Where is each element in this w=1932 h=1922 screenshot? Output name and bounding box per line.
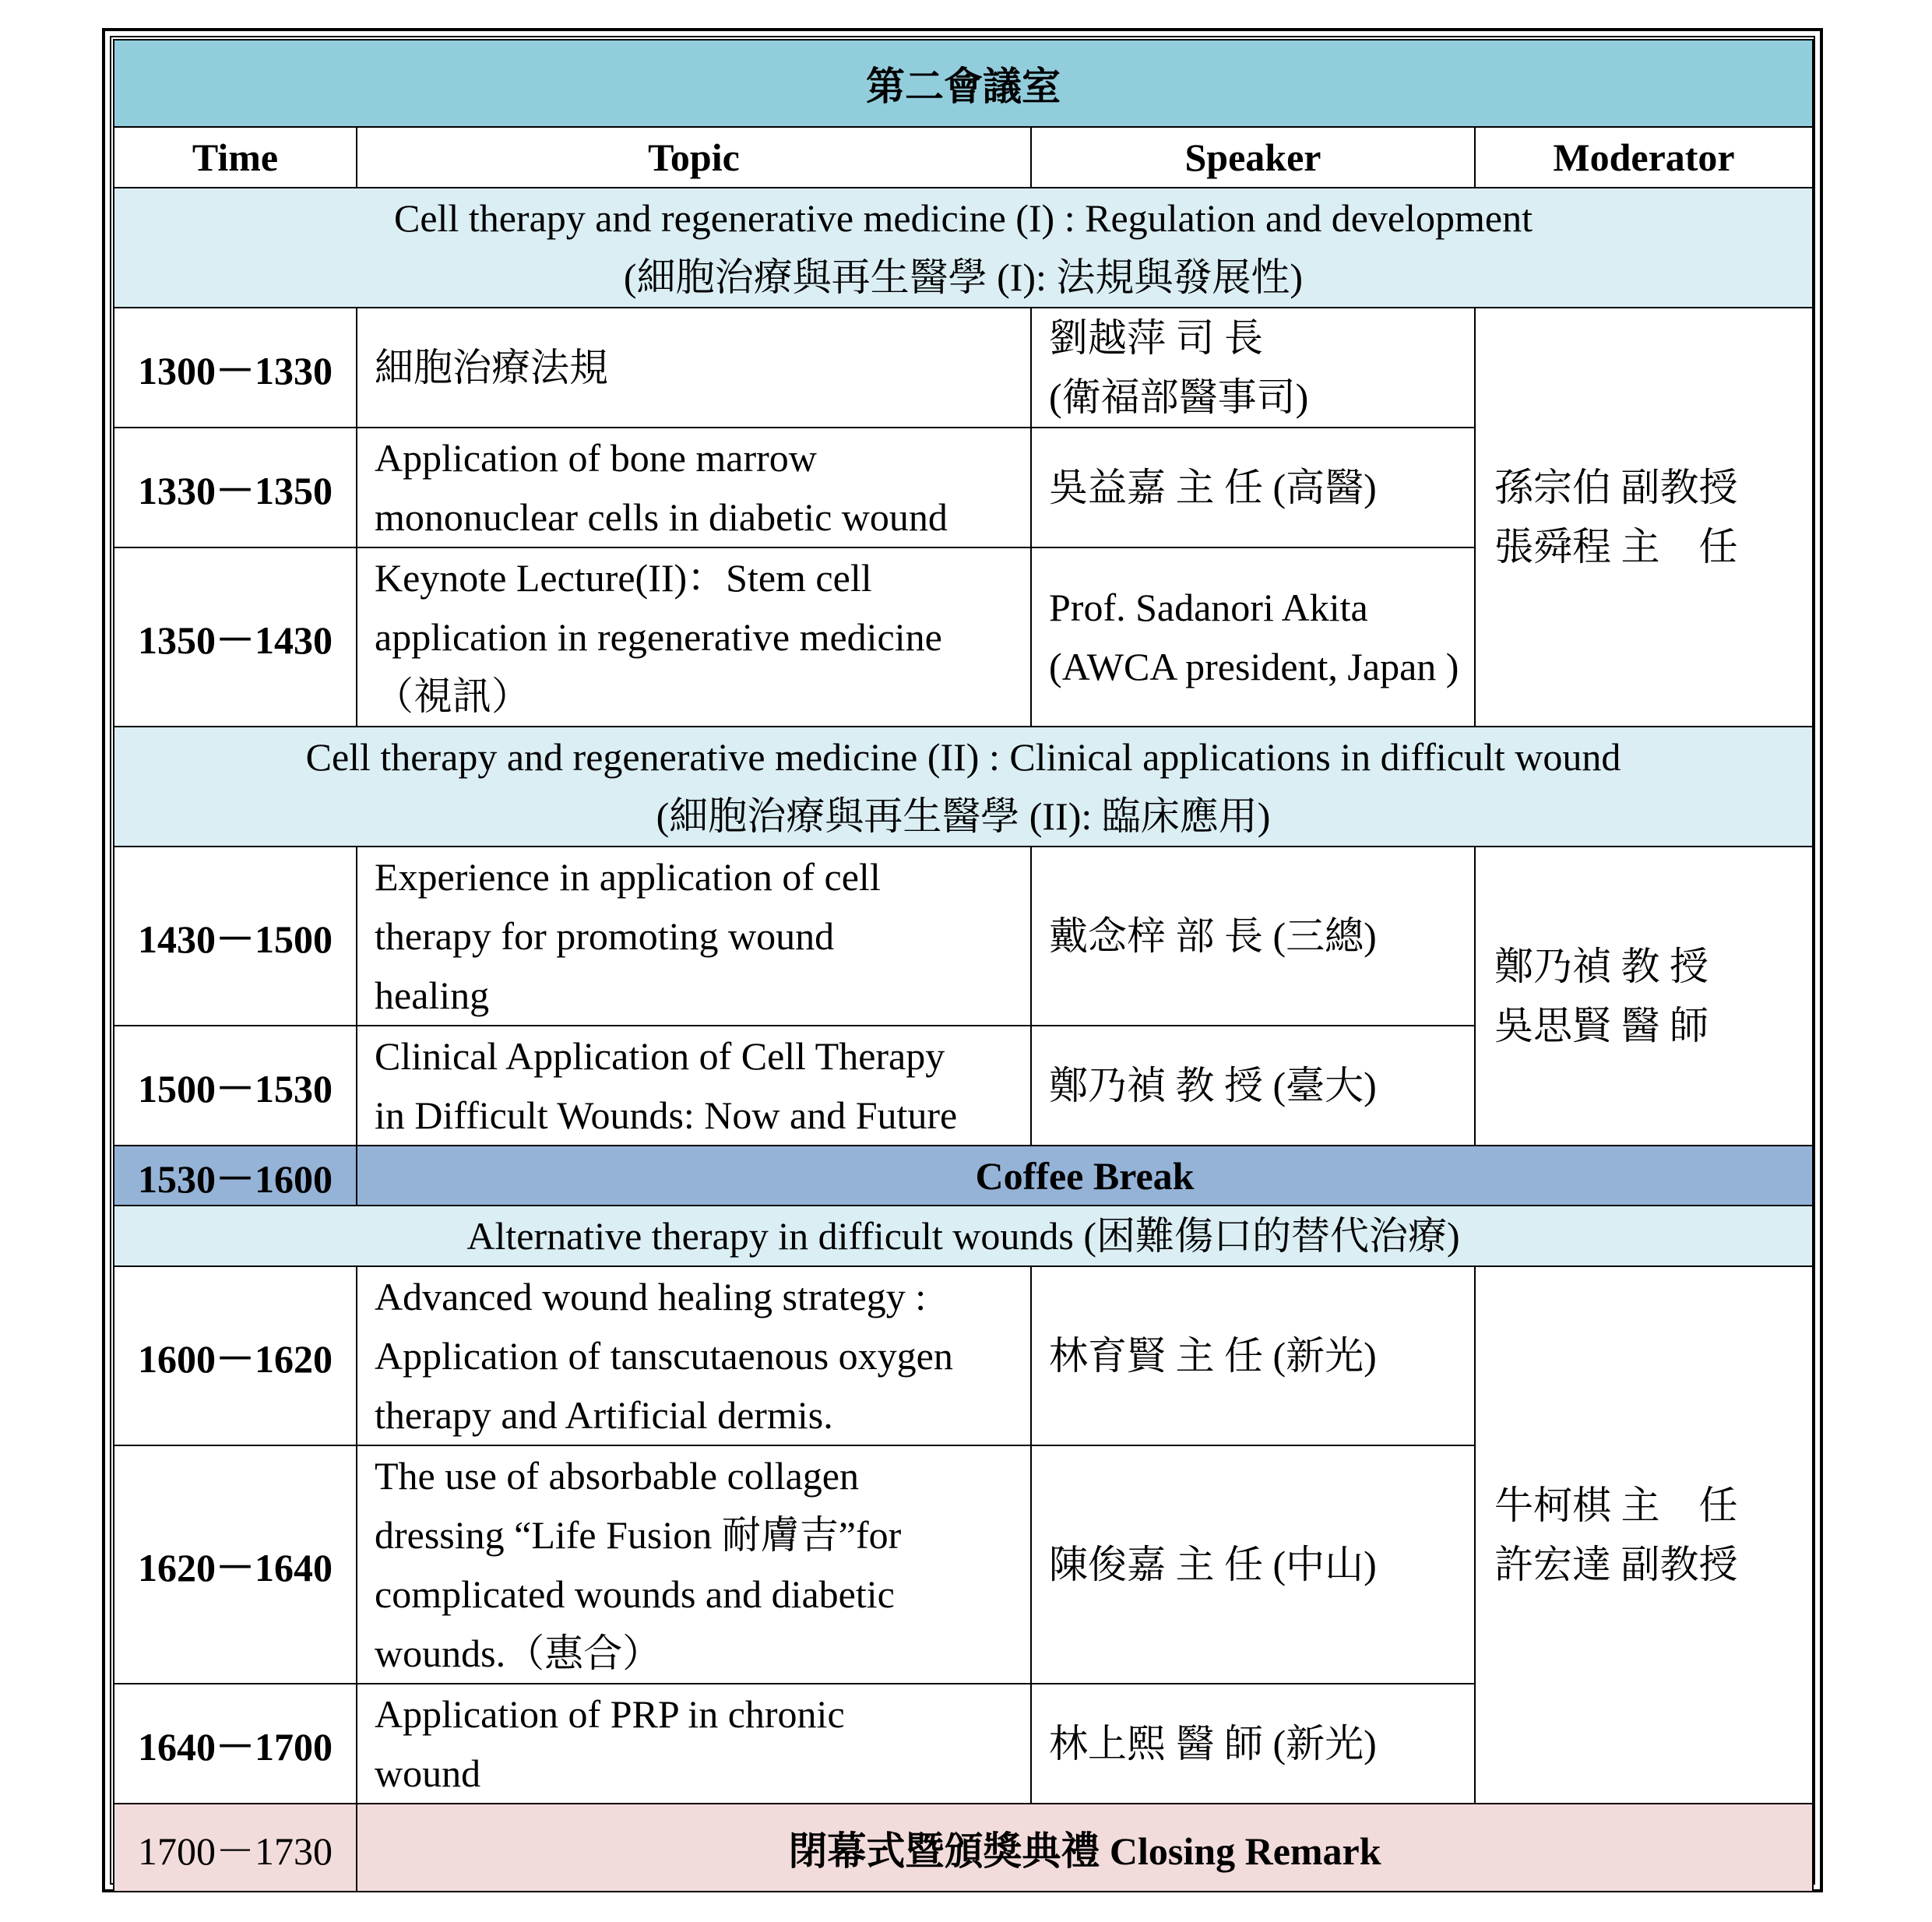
speaker-line: 陳俊嘉 主 任 (中山) xyxy=(1049,1543,1377,1586)
speaker-cell xyxy=(1031,428,1475,547)
topic-line: therapy and Artificial dermis. xyxy=(375,1393,833,1437)
topic-line: wounds.（惠合） xyxy=(375,1632,662,1675)
topic-line: Application of tanscutaenous oxygen xyxy=(375,1334,953,1378)
moderator-line: 張舜程 主 任 xyxy=(1494,525,1738,569)
session-title-zh: (細胞治療與再生醫學 (II): 臨床應用) xyxy=(656,794,1271,838)
closing-label: 閉幕式暨頒獎典禮 Closing Remark xyxy=(357,1804,1813,1892)
speaker-line: 戴念梓 部 長 (三總) xyxy=(1049,914,1377,958)
speaker-line: 吳益嘉 主 任 (高醫) xyxy=(1049,466,1377,509)
topic-cell xyxy=(357,547,1031,727)
time-cell: 1600－1620 xyxy=(114,1266,357,1445)
speaker-line: 鄭乃禎 教 授 (臺大) xyxy=(1049,1064,1377,1107)
header-topic: Topic xyxy=(357,127,1031,188)
moderator-line: 牛柯棋 主 任 xyxy=(1494,1484,1738,1527)
time-cell: 1430－1500 xyxy=(114,847,357,1026)
topic-line: mononuclear cells in diabetic wound xyxy=(375,495,948,539)
time-cell: 1330－1350 xyxy=(114,428,357,547)
header-time: Time xyxy=(114,127,357,188)
speaker-line: (AWCA president, Japan ) xyxy=(1049,645,1459,688)
table-row xyxy=(114,308,1813,428)
topic-line: Experience in application of cell xyxy=(375,855,881,899)
moderator-cell xyxy=(1475,308,1813,727)
speaker-cell xyxy=(1031,1026,1475,1146)
schedule-table xyxy=(113,39,1814,1892)
moderator-line: 孫宗伯 副教授 xyxy=(1494,466,1738,509)
table-row xyxy=(114,847,1813,1026)
session-title: Alternative therapy in difficult wounds (困難傷口的替代治療) xyxy=(466,1214,1460,1258)
topic-line: The use of absorbable collagen xyxy=(375,1454,859,1498)
time-cell: 1300－1330 xyxy=(114,308,357,428)
speaker-line: Prof. Sadanori Akita xyxy=(1049,586,1368,629)
time-cell: 1620－1640 xyxy=(114,1445,357,1684)
session-title-en: Cell therapy and regenerative medicine (I) : Regulation and development xyxy=(394,196,1533,240)
topic-line: 細胞治療法規 xyxy=(375,346,608,389)
session-heading xyxy=(114,727,1813,847)
topic-line: complicated wounds and diabetic xyxy=(375,1572,895,1616)
speaker-cell xyxy=(1031,308,1475,428)
moderator-line: 許宏達 副教授 xyxy=(1494,1543,1738,1586)
speaker-cell xyxy=(1031,1266,1475,1445)
coffee-break-row xyxy=(114,1146,1813,1206)
coffee-break-label: Coffee Break xyxy=(357,1146,1813,1206)
topic-line: healing xyxy=(375,973,490,1017)
session-title-zh: (細胞治療與再生醫學 (I): 法規與發展性) xyxy=(623,255,1304,299)
speaker-cell xyxy=(1031,1684,1475,1804)
moderator-line: 吳思賢 醫 師 xyxy=(1494,1004,1709,1047)
topic-line: therapy for promoting wound xyxy=(375,914,835,958)
time-cell: 1350－1430 xyxy=(114,547,357,727)
topic-line: Keynote Lecture(II)：Stem cell xyxy=(375,556,872,600)
moderator-line: 鄭乃禎 教 授 xyxy=(1494,945,1709,988)
topic-cell xyxy=(357,1026,1031,1146)
speaker-line: (衛福部醫事司) xyxy=(1049,375,1309,419)
topic-line: （視訊） xyxy=(375,674,530,718)
topic-cell xyxy=(357,1445,1031,1684)
time-cell: 1530－1600 xyxy=(114,1146,357,1206)
closing-row xyxy=(114,1804,1813,1892)
header-speaker: Speaker xyxy=(1031,127,1475,188)
time-cell: 1700－1730 xyxy=(114,1804,357,1892)
speaker-cell xyxy=(1031,1445,1475,1684)
session-heading xyxy=(114,188,1813,308)
topic-line: in Difficult Wounds: Now and Future xyxy=(375,1093,958,1137)
topic-cell xyxy=(357,847,1031,1026)
topic-cell xyxy=(357,1684,1031,1804)
table-row xyxy=(114,1266,1813,1445)
topic-cell xyxy=(357,428,1031,547)
speaker-line: 劉越萍 司 長 xyxy=(1049,316,1263,360)
time-cell: 1500－1530 xyxy=(114,1026,357,1146)
time-cell: 1640－1700 xyxy=(114,1684,357,1804)
speaker-cell xyxy=(1031,547,1475,727)
topic-cell xyxy=(357,308,1031,428)
room-title: 第二會議室 xyxy=(114,40,1813,127)
moderator-cell xyxy=(1475,1266,1813,1804)
session-title-en: Cell therapy and regenerative medicine (II) : Clinical applications in difficult wound xyxy=(305,735,1621,779)
speaker-cell xyxy=(1031,847,1475,1026)
topic-line: application in regenerative medicine xyxy=(375,615,942,659)
moderator-cell xyxy=(1475,847,1813,1146)
speaker-line: 林上熙 醫 師 (新光) xyxy=(1049,1722,1377,1765)
topic-line: wound xyxy=(375,1751,481,1795)
topic-line: Clinical Application of Cell Therapy xyxy=(375,1034,945,1078)
topic-cell xyxy=(357,1266,1031,1445)
topic-line: Application of PRP in chronic xyxy=(375,1692,845,1736)
topic-line: dressing “Life Fusion 耐膚吉”for xyxy=(375,1513,902,1557)
speaker-line: 林育賢 主 任 (新光) xyxy=(1049,1334,1377,1378)
topic-line: Application of bone marrow xyxy=(375,436,817,480)
topic-line: Advanced wound healing strategy : xyxy=(375,1275,927,1318)
header-moderator: Moderator xyxy=(1475,127,1813,188)
session-heading xyxy=(114,1206,1813,1266)
